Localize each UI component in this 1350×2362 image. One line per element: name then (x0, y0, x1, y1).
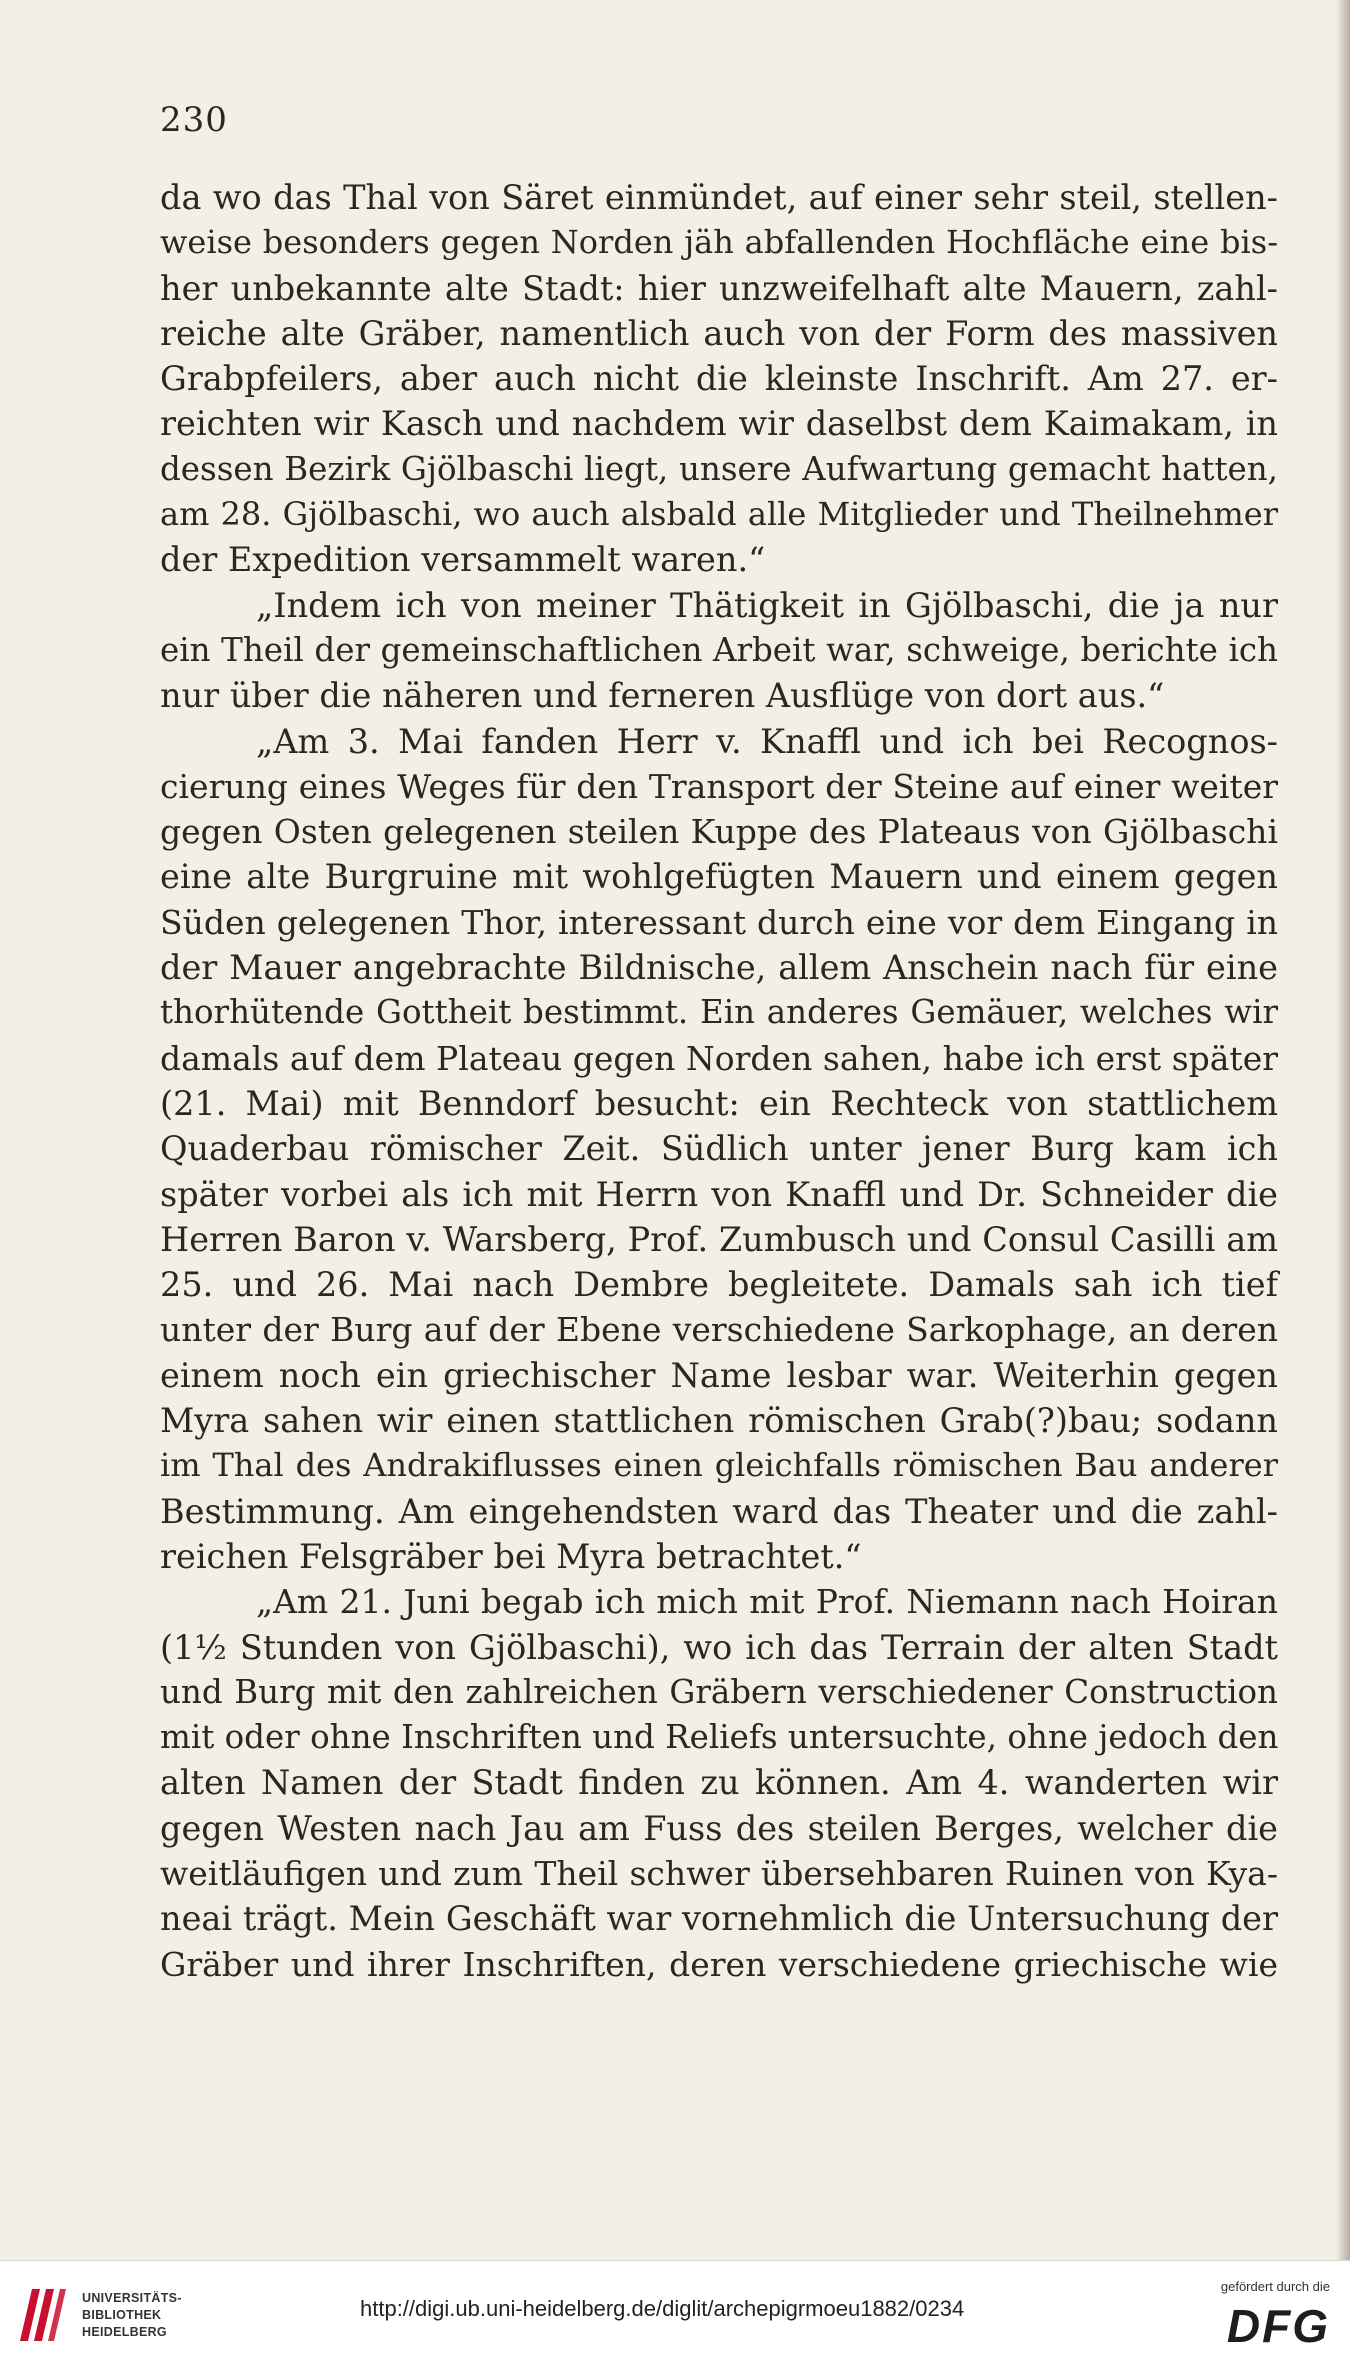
text-line: reichen Felsgräber bei Myra betrachtet.“ (160, 1536, 862, 1576)
text-line: her unbekannte alte Stadt: hier unzweifelhaft alte Mauern, zahl- (160, 268, 1278, 308)
text-line: „Indem ich von meiner Thätigkeit in Gjölbaschi, die ja nur (256, 585, 1278, 625)
text-line: (21. Mai) mit Benndorf besucht: ein Rechteck von stattlichem (160, 1083, 1278, 1123)
text-line: Gräber und ihrer Inschriften, deren verschiedene griechische wie (160, 1944, 1278, 1984)
text-line: alten Namen der Stadt finden zu können. Am 4. wanderten wir (160, 1763, 1278, 1803)
text-line: „Am 3. Mai fanden Herr v. Knaffl und ich bei Recognos- (256, 721, 1278, 761)
text-line: weise besonders gegen Norden jäh abfallenden Hochfläche eine bis- (160, 223, 1278, 262)
text-line: einem noch ein griechischer Name lesbar war. Weiterhin gegen (160, 1355, 1278, 1395)
text-line: am 28. Gjölbaschi, wo auch alsbald alle Mitglieder und Theilnehmer (160, 495, 1278, 534)
body-text (160, 175, 1278, 1987)
text-line: cierung eines Weges für den Transport der Steine auf einer weiter (160, 766, 1278, 806)
text-line: Bestimmung. Am eingehendsten ward das Theater und die zahl- (160, 1491, 1278, 1531)
text-line: reiche alte Gräber, namentlich auch von der Form des massiven (160, 313, 1278, 353)
text-line: Herren Baron v. Warsberg, Prof. Zumbusch und Consul Casilli am (160, 1219, 1278, 1259)
text-line: später vorbei als ich mit Herrn von Knaffl und Dr. Schneider die (160, 1174, 1278, 1214)
library-name-line-2: BIBLIOTHEK (82, 2308, 162, 2322)
text-line: nur über die näheren und ferneren Ausflüge von dort aus.“ (160, 676, 1165, 716)
digitization-footer (0, 2260, 1350, 2362)
text-line: neai trägt. Mein Geschäft war vornehmlich die Untersuchung der (160, 1899, 1278, 1939)
text-line: „Am 21. Juni begab ich mich mit Prof. Niemann nach Hoiran (256, 1582, 1278, 1622)
text-line: da wo das Thal von Säret einmündet, auf einer sehr steil, stellen- (160, 178, 1278, 217)
heidelberg-library-logo-icon (14, 2283, 68, 2347)
text-line: eine alte Burgruine mit wohlgefügten Mauern und einem gegen (160, 857, 1278, 897)
text-line: (1½ Stunden von Gjölbaschi), wo ich das Terrain der alten Stadt (160, 1627, 1278, 1667)
page-edge-shadow (1336, 0, 1350, 2260)
text-line: gegen Osten gelegenen steilen Kuppe des Plateaus von Gjölbaschi (160, 812, 1278, 852)
text-line: Süden gelegenen Thor, interessant durch eine vor dem Eingang in (160, 902, 1278, 942)
funding-caption: gefördert durch die (1220, 2279, 1330, 2294)
library-name-line-3: HEIDELBERG (82, 2325, 167, 2339)
text-line: thorhütende Gottheit bestimmt. Ein anderes Gemäuer, welches wir (160, 993, 1278, 1032)
text-line: ein Theil der gemeinschaftlichen Arbeit war, schweige, berichte ich (160, 630, 1278, 669)
text-line: der Expedition versammelt waren.“ (160, 540, 766, 580)
text-line: damals auf dem Plateau gegen Norden sahen, habe ich erst später (160, 1038, 1278, 1078)
text-line: dessen Bezirk Gjölbaschi liegt, unsere Aufwartung gemacht hatten, (160, 449, 1278, 488)
text-line: reichten wir Kasch und nachdem wir daselbst dem Kaimakam, in (160, 404, 1278, 444)
page-number: 230 (160, 100, 228, 140)
text-line: Grabpfeilers, aber auch nicht die kleinste Inschrift. Am 27. er- (160, 359, 1278, 399)
library-name-line-1: UNIVERSITÄTS- (82, 2291, 182, 2305)
text-line: und Burg mit den zahlreichen Gräbern verschiedener Construction (160, 1672, 1278, 1711)
text-line: Myra sahen wir einen stattlichen römischen Grab(?)bau; sodann (160, 1401, 1278, 1441)
text-line: Quaderbau römischer Zeit. Südlich unter jener Burg kam ich (160, 1129, 1278, 1169)
text-line: unter der Burg auf der Ebene verschiedene Sarkophage, an deren (160, 1310, 1278, 1350)
text-line: 25. und 26. Mai nach Dembre begleitete. Damals sah ich tief (160, 1265, 1278, 1305)
text-line: gegen Westen nach Jau am Fuss des steilen Berges, welcher die (160, 1808, 1278, 1848)
text-line: der Mauer angebrachte Bildnische, allem Anschein nach für eine (160, 948, 1278, 988)
text-line: im Thal des Andrakiflusses einen gleichfalls römischen Bau anderer (160, 1446, 1278, 1485)
permalink-url[interactable]: http://digi.ub.uni-heidelberg.de/diglit/archepigrmoeu1882/0234 (360, 2296, 965, 2321)
text-line: mit oder ohne Inschriften und Reliefs untersuchte, ohne jedoch den (160, 1718, 1279, 1757)
text-line: weitläufigen und zum Theil schwer übersehbaren Ruinen von Kya- (160, 1853, 1278, 1893)
dfg-logo: DFG (1226, 2300, 1330, 2352)
